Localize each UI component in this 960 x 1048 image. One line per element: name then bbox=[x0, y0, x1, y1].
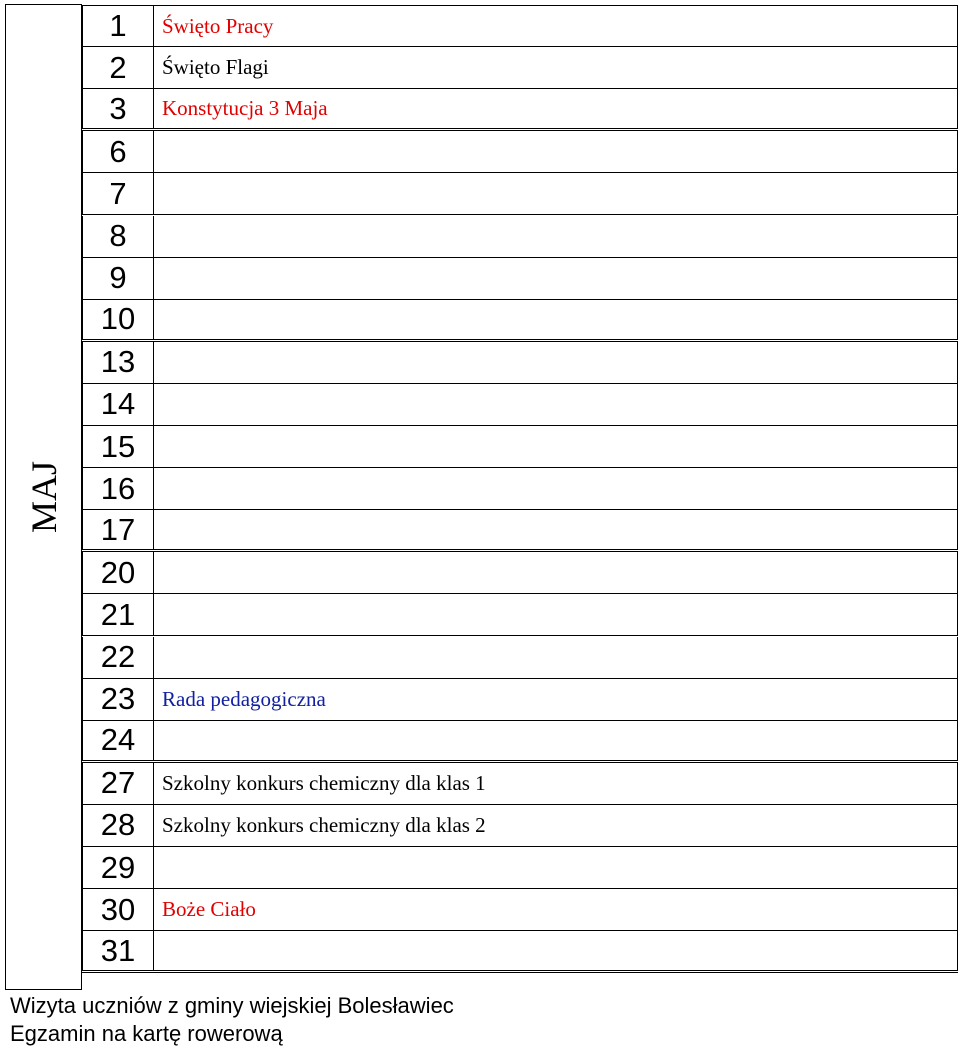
table-row bbox=[82, 679, 958, 721]
event-text: Szkolny konkurs chemiczny dla klas 1 bbox=[162, 770, 486, 795]
event-text: Rada pedagogiczna bbox=[162, 686, 326, 711]
table-row bbox=[82, 510, 958, 552]
table-row bbox=[82, 468, 958, 510]
row-right-border bbox=[957, 216, 958, 257]
day-number: 14 bbox=[82, 384, 154, 425]
table-row bbox=[82, 216, 958, 258]
row-right-border bbox=[957, 679, 958, 720]
row-right-border bbox=[957, 889, 958, 930]
row-right-border bbox=[957, 131, 958, 172]
day-number: 1 bbox=[82, 6, 154, 46]
row-right-border bbox=[957, 342, 958, 383]
table-row bbox=[82, 5, 958, 47]
day-number: 24 bbox=[82, 721, 154, 760]
table-row bbox=[82, 384, 958, 426]
table-row bbox=[82, 847, 958, 889]
table-row bbox=[82, 889, 958, 931]
day-number: 17 bbox=[82, 510, 154, 549]
day-number: 16 bbox=[82, 468, 154, 509]
month-cell bbox=[5, 4, 82, 990]
table-row bbox=[82, 47, 958, 89]
table-row bbox=[82, 300, 958, 342]
day-number: 8 bbox=[82, 216, 154, 257]
day-number: 30 bbox=[82, 889, 154, 930]
day-number: 28 bbox=[82, 805, 154, 846]
row-right-border bbox=[957, 594, 958, 635]
event-text: Święto Pracy bbox=[162, 13, 274, 38]
table-row bbox=[82, 931, 958, 973]
day-number: 29 bbox=[82, 847, 154, 888]
table-row bbox=[82, 721, 958, 763]
day-number: 27 bbox=[82, 763, 154, 804]
row-right-border bbox=[957, 258, 958, 299]
row-right-border bbox=[957, 384, 958, 425]
row-right-border bbox=[957, 763, 958, 804]
event-text: Boże Ciało bbox=[162, 897, 256, 922]
day-number: 7 bbox=[82, 173, 154, 214]
day-number: 2 bbox=[82, 47, 154, 88]
row-right-border bbox=[957, 847, 958, 888]
day-number: 21 bbox=[82, 594, 154, 635]
day-number: 31 bbox=[82, 931, 154, 970]
row-right-border bbox=[957, 173, 958, 214]
row-right-border bbox=[957, 426, 958, 467]
footer-line-1: Wizyta uczniów z gminy wiejskiej Bolesławiec bbox=[10, 993, 454, 1018]
table-row bbox=[82, 173, 958, 215]
day-number: 13 bbox=[82, 342, 154, 383]
row-right-border bbox=[957, 510, 958, 549]
row-right-border bbox=[957, 468, 958, 509]
day-number: 10 bbox=[82, 300, 154, 339]
footer-line-2: Egzamin na kartę rowerową bbox=[10, 1021, 283, 1046]
event-text: Konstytucja 3 Maja bbox=[162, 96, 328, 121]
day-number: 6 bbox=[82, 131, 154, 172]
row-right-border bbox=[957, 6, 958, 46]
day-number: 20 bbox=[82, 552, 154, 593]
table-row bbox=[82, 637, 958, 679]
table-row bbox=[82, 763, 958, 805]
row-right-border bbox=[957, 552, 958, 593]
table-row bbox=[82, 594, 958, 636]
row-right-border bbox=[957, 721, 958, 760]
table-row bbox=[82, 426, 958, 468]
day-number: 3 bbox=[82, 89, 154, 128]
table-row bbox=[82, 258, 958, 300]
row-right-border bbox=[957, 47, 958, 88]
row-right-border bbox=[957, 637, 958, 678]
day-number: 9 bbox=[82, 258, 154, 299]
row-right-border bbox=[957, 89, 958, 128]
table-row bbox=[82, 342, 958, 384]
event-text: Święto Flagi bbox=[162, 55, 269, 80]
table-row bbox=[82, 89, 958, 131]
row-right-border bbox=[957, 805, 958, 846]
day-number: 22 bbox=[82, 637, 154, 678]
row-right-border bbox=[957, 300, 958, 339]
table-row bbox=[82, 805, 958, 847]
table-row bbox=[82, 552, 958, 594]
month-label: MAJ bbox=[23, 460, 64, 534]
day-number: 23 bbox=[82, 679, 154, 720]
event-text: Szkolny konkurs chemiczny dla klas 2 bbox=[162, 812, 486, 837]
table-row bbox=[82, 131, 958, 173]
day-number: 15 bbox=[82, 426, 154, 467]
row-right-border bbox=[957, 931, 958, 970]
